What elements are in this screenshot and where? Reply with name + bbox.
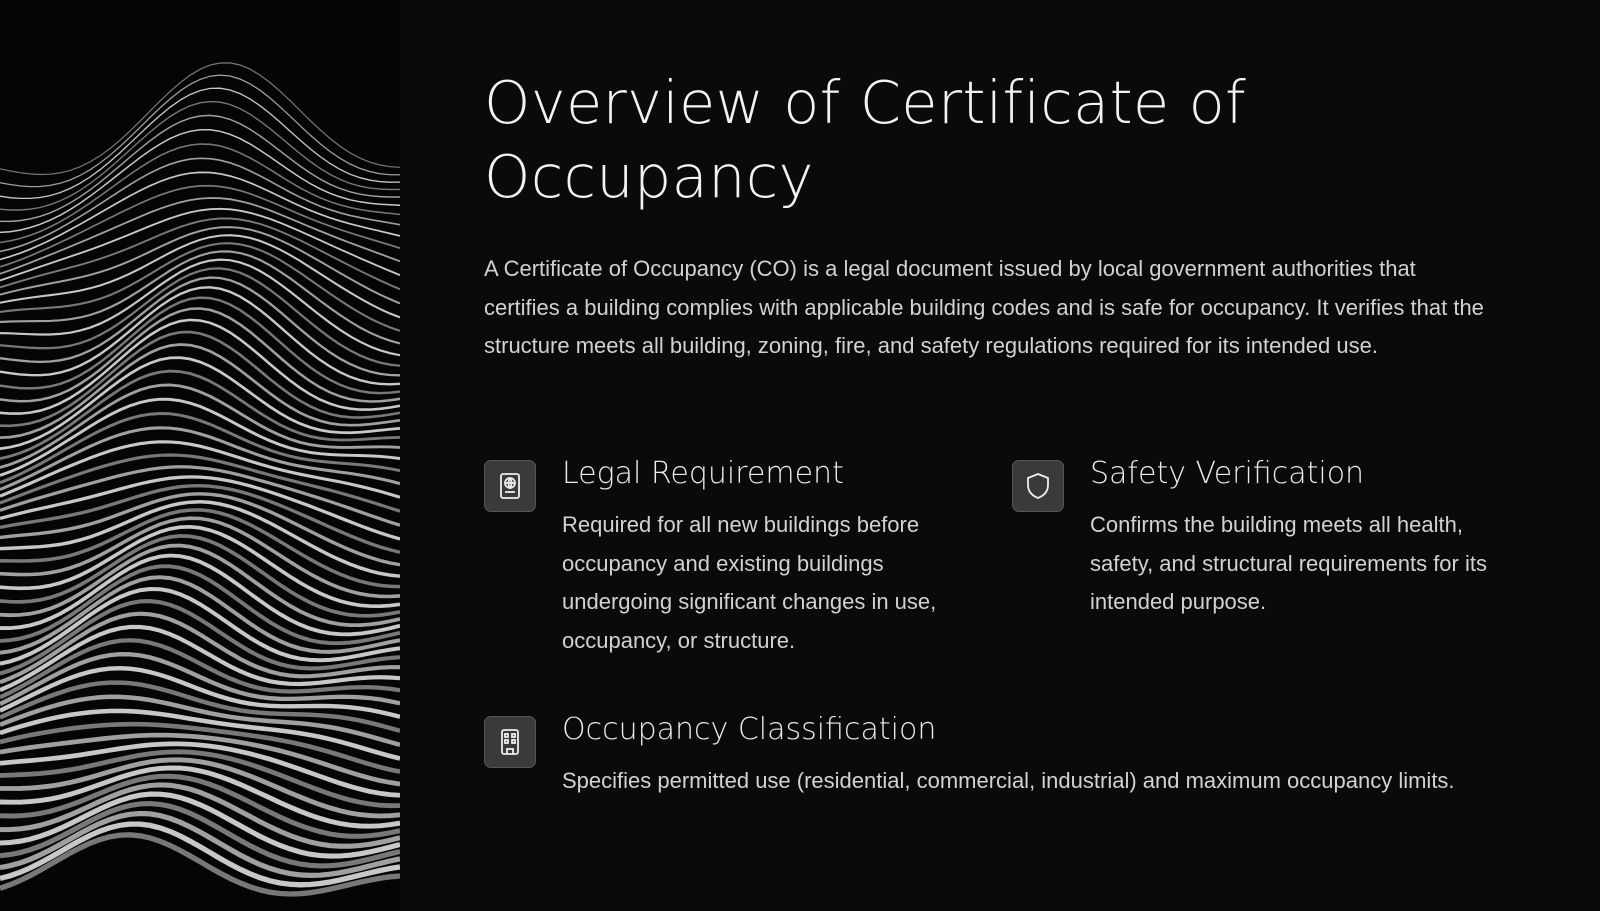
intro-paragraph: A Certificate of Occupancy (CO) is a legal document issued by local government authorities that certifies a building complies with applicable building codes and is safe for occupancy. It verifies that the structure meets all building, zoning, fire, and safety regulations required for its intended use.: [484, 256, 1484, 358]
card-title: Safety Verification: [1090, 456, 1365, 491]
wave-line: [0, 309, 400, 402]
wave-line: [0, 130, 400, 233]
shield-icon: [1012, 460, 1064, 512]
card-text: Confirms the building meets all health, safety, and structural requirements for its intended purpose.: [1090, 512, 1487, 614]
wave-line: [0, 268, 400, 365]
slide-content: [484, 66, 1504, 366]
card-text: Specifies permitted use (residential, commercial, industrial) and maximum occupancy limits.: [562, 768, 1455, 793]
wave-line: [0, 442, 400, 497]
abstract-wave-image: [0, 0, 400, 911]
wave-line: [0, 102, 400, 210]
passport-icon: [484, 460, 536, 512]
wave-line: [0, 724, 400, 771]
card-title: Legal Requirement: [562, 456, 844, 491]
building-icon: [484, 716, 536, 768]
wave-line: [0, 287, 400, 384]
card-title: Occupancy Classification: [562, 712, 937, 747]
card-text: Required for all new buildings before occupancy and existing buildings undergoing significant changes in use, occupancy, or structure.: [562, 512, 937, 653]
page-title: Overview of Certificate of Occupancy: [484, 68, 1247, 211]
